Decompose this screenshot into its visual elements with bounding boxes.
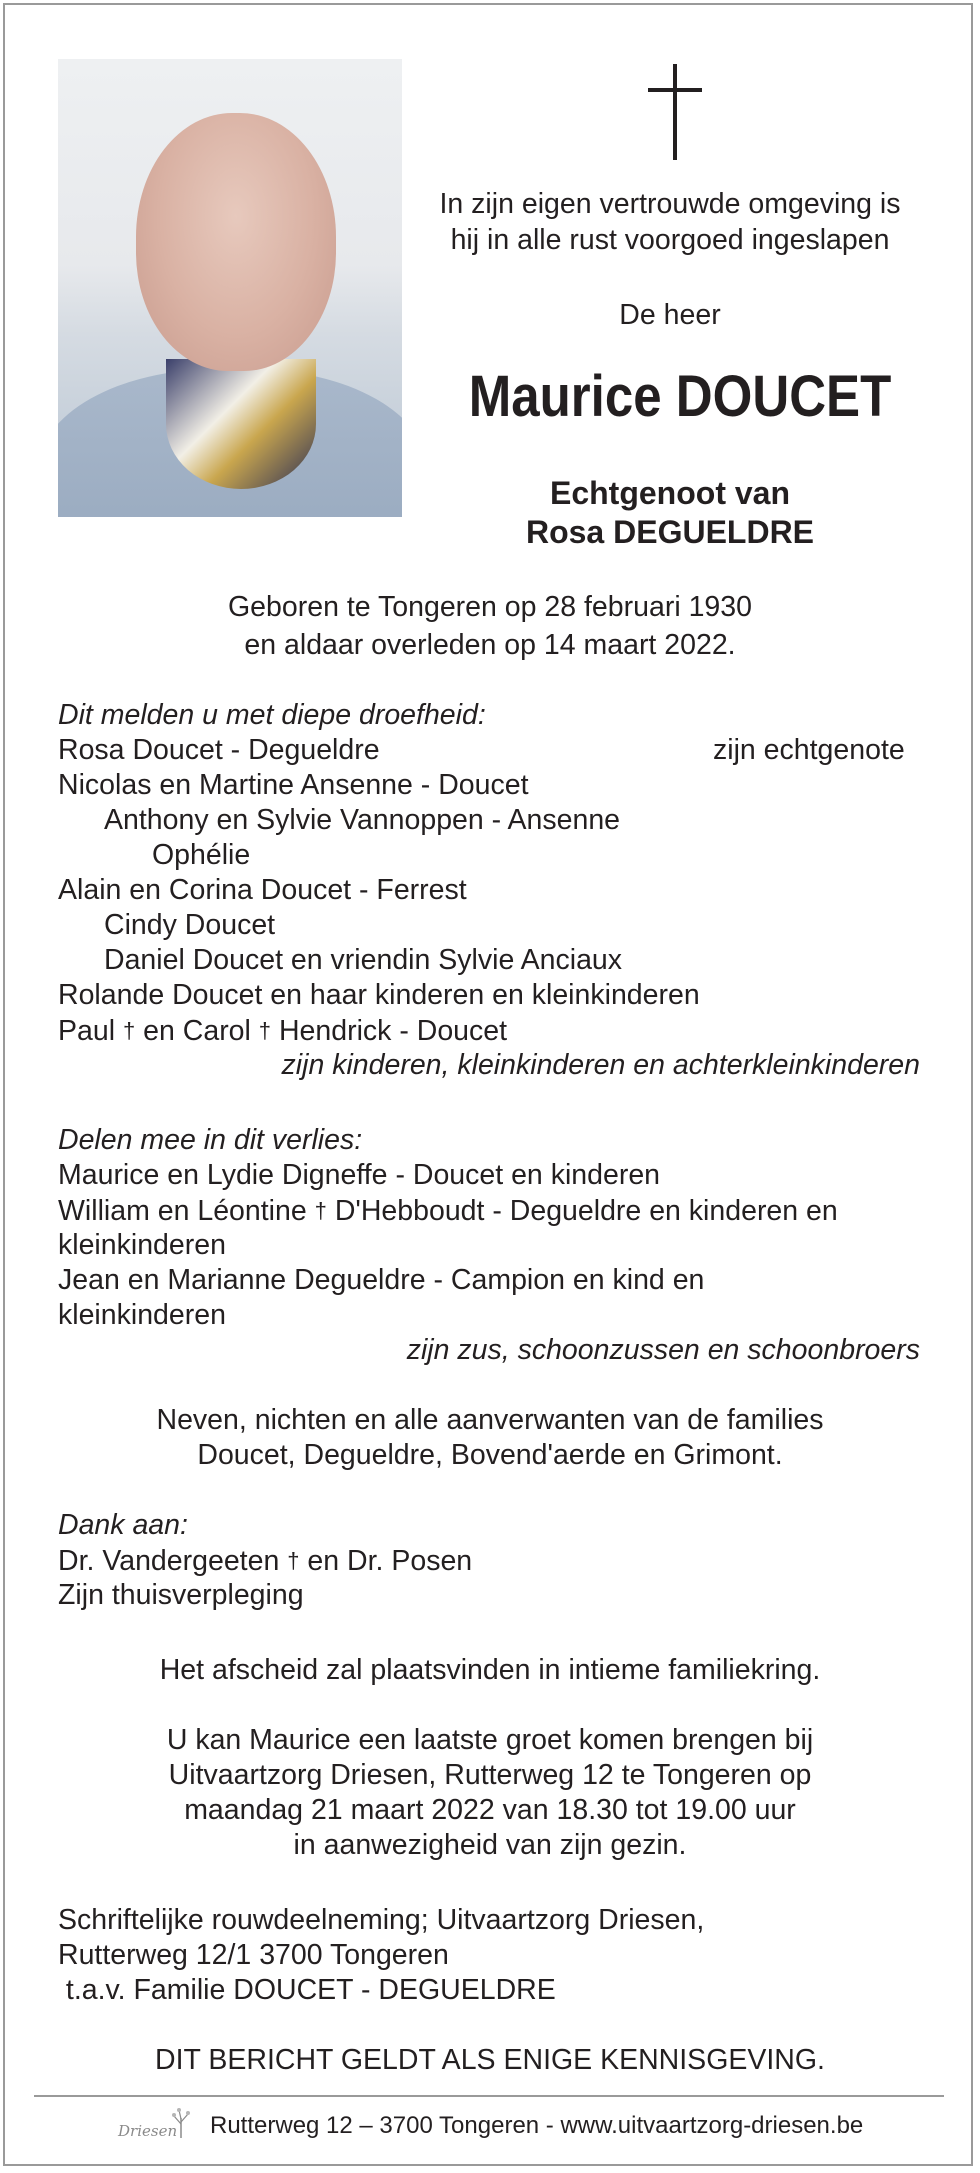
family-heading: Dit melden u met diepe droefheid: — [58, 699, 486, 731]
funeral-home-logo — [118, 2106, 200, 2150]
share-line-4: Jean en Marianne Degueldre - Campion en kind en — [58, 1264, 705, 1296]
spouse-label: Echtgenoot van — [549, 475, 790, 511]
family-line-1: Rosa Doucet - Degueldre — [58, 734, 380, 766]
address-line-2: Rutterweg 12/1 3700 Tongeren — [58, 1939, 449, 1971]
salutation: De heer — [619, 299, 721, 331]
family-line-8: Rolande Doucet en haar kinderen en kleinkinderen — [58, 979, 700, 1011]
portrait-photo — [58, 59, 402, 517]
portrait-scarf — [166, 359, 316, 489]
family-line-1-role: zijn echtgenote — [713, 734, 905, 766]
thanks-line-2: Zijn thuisverpleging — [58, 1579, 304, 1611]
footer-contact: Rutterweg 12 – 3700 Tongeren - www.uitvaartzorg-driesen.be — [210, 2112, 864, 2139]
visit-line-4: in aanwezigheid van zijn gezin. — [293, 1829, 687, 1861]
logo-wordmark: Driesen — [118, 2122, 178, 2140]
share-heading: Delen mee in dit verlies: — [58, 1124, 363, 1156]
thanks-line-1: Dr. Vandergeeten † en Dr. Posen — [58, 1545, 473, 1577]
visit-line-3: maandag 21 maart 2022 van 18.30 tot 19.00 uur — [184, 1794, 796, 1826]
dagger-icon: † — [314, 1198, 327, 1223]
relatives-line-2: Doucet, Degueldre, Bovend'aerde en Grimont. — [197, 1439, 783, 1471]
relatives-line-1: Neven, nichten en alle aanverwanten van de families — [156, 1404, 824, 1436]
portrait-face — [136, 113, 336, 371]
share-line-2: William en Léontine † D'Hebboudt - Degueldre en kinderen en — [58, 1195, 838, 1227]
family-line-3: Anthony en Sylvie Vannoppen - Ansenne — [104, 804, 621, 836]
thanks-heading: Dank aan: — [58, 1509, 188, 1541]
share-line-3: kleinkinderen — [58, 1229, 226, 1261]
farewell-text: Het afscheid zal plaatsvinden in intieme familiekring. — [159, 1654, 821, 1686]
intro-line-1: In zijn eigen vertrouwde omgeving is — [439, 188, 901, 220]
dagger-icon: † — [122, 1018, 136, 1043]
address-line-3: t.a.v. Familie DOUCET - DEGUELDRE — [58, 1974, 556, 2006]
share-line-5: kleinkinderen — [58, 1299, 226, 1331]
deceased-name: Maurice DOUCET — [468, 364, 892, 429]
share-line-1: Maurice en Lydie Digneffe - Doucet en kinderen — [58, 1159, 661, 1191]
cross-icon — [648, 64, 702, 160]
dagger-icon: † — [258, 1018, 272, 1043]
visit-line-1: U kan Maurice een laatste groet komen brengen bij — [166, 1724, 814, 1756]
address-line-1: Schriftelijke rouwdeelneming; Uitvaartzorg Driesen, — [58, 1904, 705, 1936]
family-line-9: Paul † en Carol † Hendrick - Doucet — [58, 1015, 508, 1047]
family-line-7: Daniel Doucet en vriendin Sylvie Anciaux — [104, 944, 623, 976]
visit-line-2: Uitvaartzorg Driesen, Rutterweg 12 te Tongeren op — [168, 1759, 812, 1791]
share-role: zijn zus, schoonzussen en schoonbroers — [406, 1334, 920, 1366]
birth-line-1: Geboren te Tongeren op 28 februari 1930 — [228, 591, 752, 623]
family-line-4: Ophélie — [152, 839, 251, 871]
intro-line-2: hij in alle rust voorgoed ingeslapen — [450, 224, 890, 256]
spouse-name: Rosa DEGUELDRE — [525, 514, 815, 550]
footer-divider — [34, 2095, 944, 2097]
family-line-5: Alain en Corina Doucet - Ferrest — [58, 874, 467, 906]
family-role: zijn kinderen, kleinkinderen en achterkleinkinderen — [281, 1049, 920, 1081]
family-line-2: Nicolas en Martine Ansenne - Doucet — [58, 769, 529, 801]
family-line-6: Cindy Doucet — [104, 909, 276, 941]
birth-line-2: en aldaar overleden op 14 maart 2022. — [244, 629, 736, 661]
dagger-icon: † — [287, 1548, 300, 1573]
notice-text: DIT BERICHT GELDT ALS ENIGE KENNISGEVING. — [155, 2044, 825, 2076]
